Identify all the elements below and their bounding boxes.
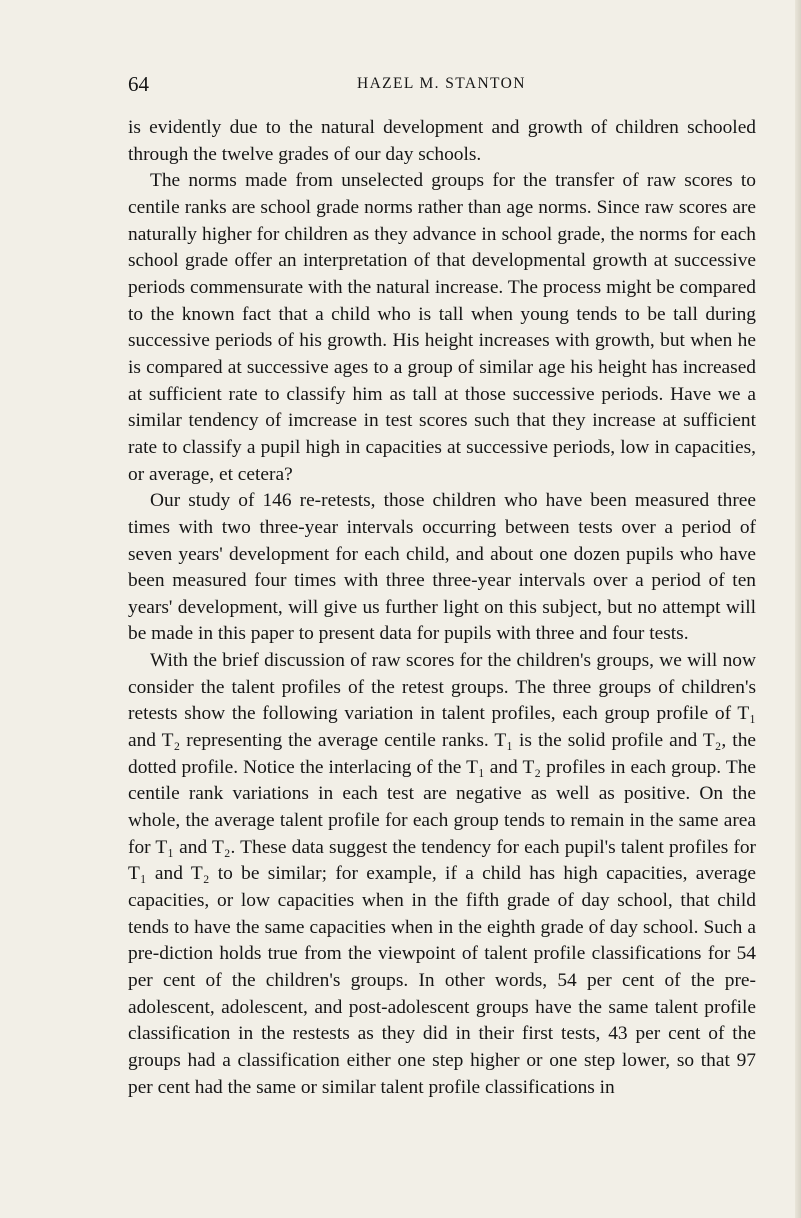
paragraph-continuation: is evidently due to the natural development and growth of children schooled through the twelve grades of our day schools. xyxy=(128,117,756,165)
body-text xyxy=(128,115,756,1101)
running-head: HAZEL M. STANTON xyxy=(357,75,526,92)
page-edge-shadow xyxy=(795,0,801,1218)
page-header xyxy=(0,72,801,96)
paragraph-norms: The norms made from unselected groups for the transfer of raw scores to centile ranks are school grade norms rather than age norms. Since raw scores are naturally higher for children as they advance in school grade, the norms for each school grade offer an interpretation of that developmental growth at successive periods commensurate with the natural increase. The process might be compared to the known fact that a child who is tall when young tends to be tall during successive periods of his growth. His height increases with growth, but when he is compared at successive ages to a group of similar age his height has increased at sufficient rate to classify him as tall at those successive periods. Have we a similar tendency of imcrease in test scores such that they increase at sufficient rate to classify a pupil high in capacities at successive periods, low in capacities, or average, et cetera? xyxy=(128,170,756,485)
page-number: 64 xyxy=(128,72,149,96)
paragraph-talent-profiles: With the brief discussion of raw scores for the children's groups, we will now consider the talent profiles of the retest groups. The three groups of children's retests show the following variation in talent profiles, each group profile of T₁ and T₂ representing the average centile ranks. T₁ is the solid profile and T₂, the dotted profile. Notice the interlacing of the T₁ and T₂ profiles in each group. The centile rank variations in each test are negative as well as positive. On the whole, the average talent profile for each group tends to remain in the same area for T₁ and T₂. These data suggest the tendency for each pupil's talent profiles for T₁ and T₂ to be similar; for example, if a child has high capacities, average capacities, or low capacities when in the fifth grade of day school, that child tends to have the same capacities when in the eighth grade of day school. Such a pre-diction holds true from the viewpoint of talent profile classifications for 54 per cent of the children's groups. In other words, 54 per cent of the pre-adolescent, adolescent, and post-adolescent groups have the same talent profile classification in the restests as they did in their first tests, 43 per cent of the groups had a classification either one step higher or one step lower, so that 97 per cent had the same or similar talent profile classifications in xyxy=(128,650,756,1098)
paragraph-re-retests: Our study of 146 re-retests, those children who have been measured three times with two three-year intervals occurring between tests over a period of seven years' development for each child, and about one dozen pupils who have been measured four times with three three-year intervals over a period of ten years' development, will give us further light on this subject, but no attempt will be made in this paper to present data for pupils with three and four tests. xyxy=(128,490,756,645)
